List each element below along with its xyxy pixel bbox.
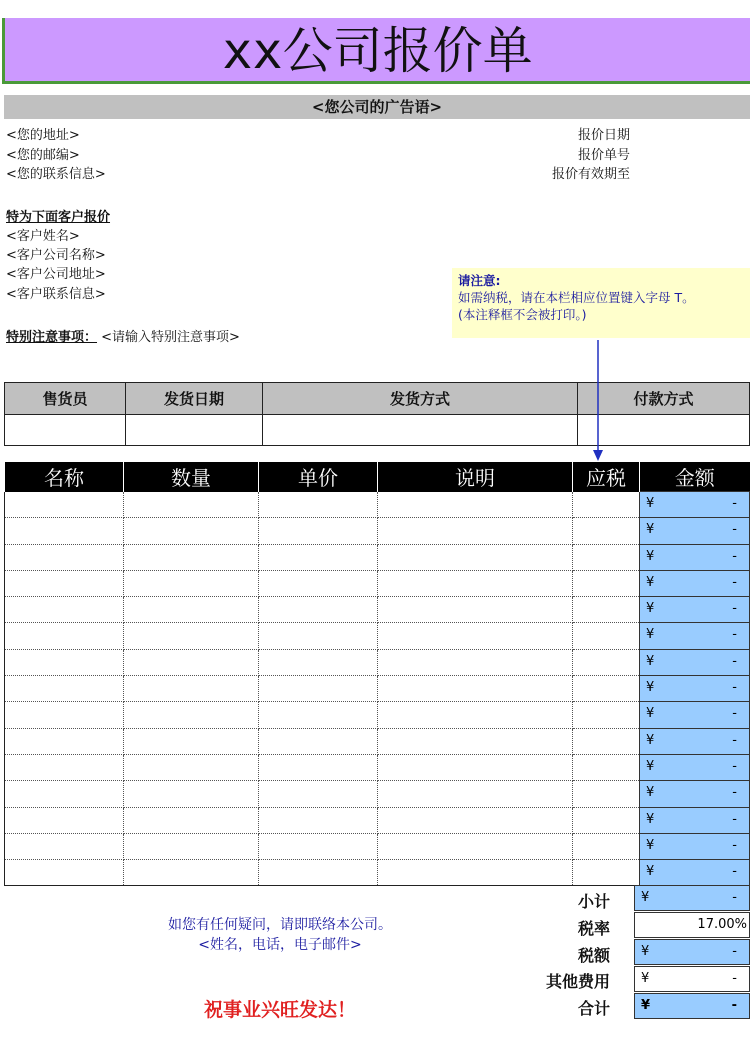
qty-cell[interactable] [124, 492, 259, 518]
price-cell[interactable] [259, 570, 378, 596]
header-salesperson: 售货员 [5, 383, 126, 415]
amount-cell[interactable]: ¥ - [640, 544, 750, 570]
desc-cell[interactable] [378, 676, 573, 702]
other-fees-label: 其他费用 [545, 972, 610, 991]
name-cell[interactable] [5, 676, 124, 702]
qty-cell[interactable] [124, 702, 259, 728]
qty-cell[interactable] [124, 754, 259, 780]
sales-table [4, 382, 750, 446]
price-cell[interactable] [259, 860, 378, 886]
items-table [4, 462, 750, 886]
name-cell[interactable] [5, 623, 124, 649]
company-zip[interactable]: <您的邮编> [6, 148, 80, 163]
desc-cell[interactable] [378, 728, 573, 754]
subtotal-value[interactable]: ¥ - [634, 885, 750, 911]
name-cell[interactable] [5, 492, 124, 518]
item-row [5, 781, 750, 807]
slogan[interactable]: <您公司的广告语> [4, 95, 750, 119]
ship-date-cell[interactable] [126, 415, 263, 446]
qty-cell[interactable] [124, 570, 259, 596]
desc-cell[interactable] [378, 492, 573, 518]
amount-cell[interactable]: ¥ - [640, 623, 750, 649]
item-row [5, 754, 750, 780]
qty-cell[interactable] [124, 781, 259, 807]
price-cell[interactable] [259, 544, 378, 570]
price-cell[interactable] [259, 728, 378, 754]
header-ship-method: 发货方式 [263, 383, 578, 415]
desc-cell[interactable] [378, 597, 573, 623]
amount-cell[interactable]: ¥ - [640, 597, 750, 623]
name-cell[interactable] [5, 518, 124, 544]
desc-cell[interactable] [378, 860, 573, 886]
amount-cell[interactable]: ¥ - [640, 781, 750, 807]
taxable-cell[interactable] [573, 518, 640, 544]
taxable-cell[interactable] [573, 728, 640, 754]
taxable-cell[interactable] [573, 623, 640, 649]
note-title: 请注意: [458, 273, 501, 288]
desc-cell[interactable] [378, 807, 573, 833]
price-cell[interactable] [259, 623, 378, 649]
price-cell[interactable] [259, 649, 378, 675]
name-cell[interactable] [5, 807, 124, 833]
contact-line1: 如您有任何疑问，请即联络本公司。 [168, 917, 392, 933]
qty-cell[interactable] [124, 544, 259, 570]
tax-note-comment [452, 268, 750, 338]
amount-cell[interactable]: ¥ - [640, 518, 750, 544]
item-row [5, 833, 750, 859]
price-cell[interactable] [259, 807, 378, 833]
taxable-cell[interactable] [573, 597, 640, 623]
customer-contact[interactable]: <客户联系信息> [6, 287, 106, 302]
header-ship-date: 发货日期 [126, 383, 263, 415]
desc-cell[interactable] [378, 570, 573, 596]
salesperson-cell[interactable] [5, 415, 126, 446]
price-cell[interactable] [259, 781, 378, 807]
tax-rate-value[interactable]: 17.00% [634, 912, 750, 938]
company-contact[interactable]: <您的联系信息> [6, 167, 106, 182]
qty-cell[interactable] [124, 676, 259, 702]
taxable-cell[interactable] [573, 649, 640, 675]
qty-cell[interactable] [124, 597, 259, 623]
note-line1: 如需纳税，请在本栏相应位置键入字母 T。 [458, 290, 695, 305]
amount-cell[interactable]: ¥ - [640, 754, 750, 780]
price-cell[interactable] [259, 518, 378, 544]
item-row [5, 676, 750, 702]
name-cell[interactable] [5, 728, 124, 754]
taxable-cell[interactable] [573, 754, 640, 780]
subtotal-label: 小计 [577, 892, 610, 911]
tax-rate-label: 税率 [577, 919, 610, 938]
taxable-cell[interactable] [573, 702, 640, 728]
total-value[interactable]: ¥ - [634, 993, 750, 1019]
amount-cell[interactable]: ¥ - [640, 807, 750, 833]
total-label: 合计 [577, 999, 610, 1018]
item-row [5, 518, 750, 544]
taxable-cell[interactable] [573, 833, 640, 859]
taxable-cell[interactable] [573, 492, 640, 518]
amount-cell[interactable]: ¥ - [640, 570, 750, 596]
header-payment: 付款方式 [578, 383, 750, 415]
header-taxable: 应税 [573, 462, 640, 492]
taxable-cell[interactable] [573, 860, 640, 886]
item-row [5, 702, 750, 728]
item-row [5, 807, 750, 833]
other-fees-value[interactable]: ¥ - [634, 966, 750, 992]
header-amount: 金额 [640, 462, 750, 492]
price-cell[interactable] [259, 492, 378, 518]
taxable-cell[interactable] [573, 781, 640, 807]
note-arrow [590, 340, 606, 464]
name-cell[interactable] [5, 860, 124, 886]
header-desc: 说明 [378, 462, 573, 492]
desc-cell[interactable] [378, 781, 573, 807]
amount-cell[interactable]: ¥ - [640, 649, 750, 675]
customer-address[interactable]: <客户公司地址> [6, 267, 106, 282]
item-row [5, 570, 750, 596]
customer-company[interactable]: <客户公司名称> [6, 248, 106, 263]
quote-valid-label: 报价有效期至 [551, 167, 630, 182]
desc-cell[interactable] [378, 544, 573, 570]
header-qty: 数量 [124, 462, 259, 492]
item-row [5, 649, 750, 675]
item-row [5, 728, 750, 754]
item-row [5, 597, 750, 623]
price-cell[interactable] [259, 833, 378, 859]
name-cell[interactable] [5, 597, 124, 623]
amount-cell[interactable]: ¥ - [640, 728, 750, 754]
quote-date-label: 报价日期 [577, 128, 630, 143]
desc-cell[interactable] [378, 754, 573, 780]
name-cell[interactable] [5, 833, 124, 859]
qty-cell[interactable] [124, 860, 259, 886]
company-address[interactable]: <您的地址> [6, 128, 80, 143]
amount-cell[interactable]: ¥ - [640, 860, 750, 886]
item-row [5, 623, 750, 649]
taxable-cell[interactable] [573, 676, 640, 702]
page-title[interactable]: xx公司报价单 [2, 18, 750, 84]
taxable-cell[interactable] [573, 807, 640, 833]
name-cell[interactable] [5, 544, 124, 570]
desc-cell[interactable] [378, 833, 573, 859]
blessing-text: 祝事业兴旺发达！ [203, 999, 356, 1021]
special-label: 特别注意事项： [6, 330, 98, 345]
price-cell[interactable] [259, 702, 378, 728]
name-cell[interactable] [5, 754, 124, 780]
qty-cell[interactable] [124, 728, 259, 754]
customer-name[interactable]: <客户姓名> [6, 229, 80, 244]
taxable-cell[interactable] [573, 570, 640, 596]
header-name: 名称 [5, 462, 124, 492]
price-cell[interactable] [259, 754, 378, 780]
tax-value[interactable]: ¥ - [634, 939, 750, 965]
qty-cell[interactable] [124, 623, 259, 649]
amount-cell[interactable]: ¥ - [640, 833, 750, 859]
desc-cell[interactable] [378, 702, 573, 728]
taxable-cell[interactable] [573, 544, 640, 570]
name-cell[interactable] [5, 781, 124, 807]
qty-cell[interactable] [124, 649, 259, 675]
name-cell[interactable] [5, 649, 124, 675]
amount-cell[interactable]: ¥ - [640, 702, 750, 728]
item-row [5, 492, 750, 518]
customer-heading: 特为下面客户报价 [6, 210, 111, 225]
amount-cell[interactable]: ¥ - [640, 676, 750, 702]
desc-cell[interactable] [378, 518, 573, 544]
quote-number-label: 报价单号 [577, 148, 630, 163]
contact-line2[interactable]: <姓名，电话，电子邮件> [198, 937, 362, 953]
ship-method-cell[interactable] [263, 415, 578, 446]
tax-label: 税额 [577, 946, 610, 965]
name-cell[interactable] [5, 570, 124, 596]
header-price: 单价 [259, 462, 378, 492]
item-row [5, 544, 750, 570]
price-cell[interactable] [259, 597, 378, 623]
special-value[interactable]: <请输入特别注意事项> [101, 330, 240, 345]
item-row [5, 860, 750, 886]
price-cell[interactable] [259, 676, 378, 702]
note-line2: (本注释框不会被打印。) [458, 307, 587, 322]
desc-cell[interactable] [378, 623, 573, 649]
qty-cell[interactable] [124, 518, 259, 544]
qty-cell[interactable] [124, 807, 259, 833]
desc-cell[interactable] [378, 649, 573, 675]
qty-cell[interactable] [124, 833, 259, 859]
amount-cell[interactable]: ¥ - [640, 492, 750, 518]
name-cell[interactable] [5, 702, 124, 728]
